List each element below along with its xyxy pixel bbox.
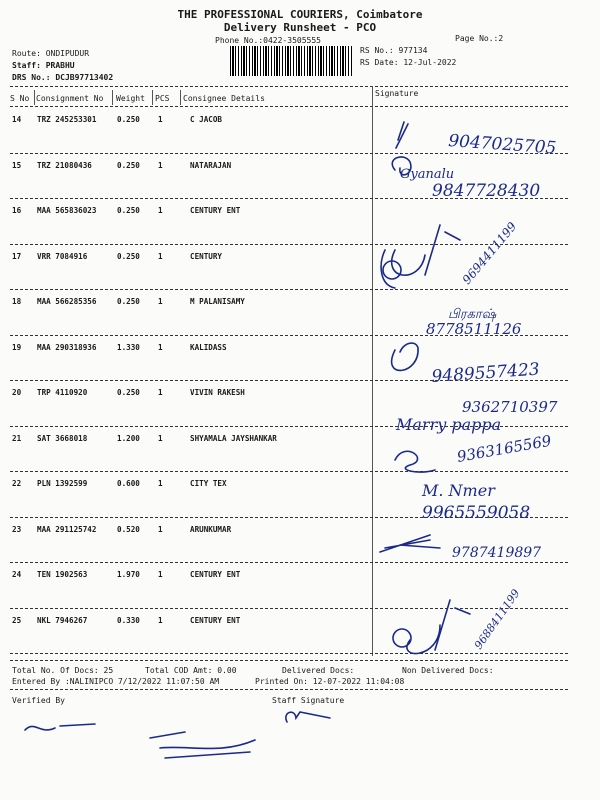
cell-sno: 16 (12, 206, 22, 215)
entered-by: Entered By :NALINIPCO 7/12/2022 11:07:50 AM (12, 677, 220, 686)
footer-divider (10, 660, 568, 661)
cell-weight: 0.250 (117, 251, 140, 261)
cell-consignee: C JACOB (190, 115, 223, 124)
cell-weight: 0.250 (117, 206, 140, 215)
table-row (0, 472, 600, 518)
handwritten-phone: 9362710397 (462, 398, 558, 416)
cell-sno: 17 (12, 251, 22, 261)
cell-weight: 1.330 (117, 342, 140, 352)
col-sep (152, 90, 153, 105)
cell-consignment: MAA 565836023 (37, 206, 97, 215)
cell-weight: 0.250 (117, 115, 140, 124)
table-row (0, 154, 600, 200)
cell-sno: 19 (12, 342, 22, 352)
cell-sno: 18 (12, 297, 22, 306)
cell-consignment: SAT 3668018 (37, 433, 88, 443)
cell-consignee: CENTURY ENT (190, 206, 241, 215)
verified-by-signature (150, 732, 255, 758)
cell-weight: 0.250 (117, 388, 140, 397)
cell-sno: 15 (12, 160, 22, 170)
cell-weight: 0.250 (117, 160, 140, 170)
document-title: Delivery Runsheet - PCO (223, 21, 377, 34)
cell-consignment: TRZ 21080436 (37, 160, 92, 170)
cell-sno: 21 (12, 433, 22, 443)
company-name: THE PROFESSIONAL COURIERS, Coimbatore (177, 8, 423, 21)
table-row (0, 381, 600, 427)
cell-pcs: 1 (158, 615, 163, 625)
col-header-pcs: PCS (155, 94, 170, 103)
table-row (0, 336, 600, 382)
handwritten-phone: 9363165569 (455, 431, 553, 466)
cell-consignee: M PALANISAMY (190, 297, 245, 306)
handwritten-phone: 9787419897 (452, 545, 542, 561)
row-divider (10, 653, 568, 654)
cell-weight: 0.250 (117, 297, 140, 306)
total-cod: Total COD Amt: 0.00 (145, 666, 237, 675)
cell-sno: 22 (12, 479, 22, 488)
verified-by-signature (25, 724, 95, 730)
cell-consignment: MAA 290318936 (37, 342, 97, 352)
cell-consignment: MAA 291125742 (37, 524, 97, 534)
footer-bottom-divider (10, 689, 568, 690)
cell-consignment: TRZ 245253301 (37, 115, 97, 124)
cell-consignee: CENTURY ENT (190, 570, 241, 579)
table-row (0, 563, 600, 609)
cell-consignee: VIVIN RAKESH (190, 388, 245, 397)
handwritten-name: M. Nmer (422, 481, 495, 500)
route: Route: ONDIPUDUR (12, 49, 90, 58)
cell-weight: 0.600 (117, 479, 140, 488)
header-top-divider (10, 86, 568, 87)
cell-pcs: 1 (158, 570, 163, 579)
table-row (0, 290, 600, 336)
table-row (0, 518, 600, 564)
handwritten-phone: 9489557423 (430, 359, 541, 387)
cell-consignee: SHYAMALA JAYSHANKAR (190, 433, 277, 443)
cell-pcs: 1 (158, 160, 163, 170)
cell-consignee: CENTURY ENT (190, 615, 241, 625)
cell-sno: 24 (12, 570, 22, 579)
cell-consignment: PLN 1392599 (37, 479, 88, 488)
cell-consignment: TRP 4110920 (37, 388, 88, 397)
cell-pcs: 1 (158, 388, 163, 397)
cell-pcs: 1 (158, 342, 163, 352)
cell-weight: 0.520 (117, 524, 140, 534)
handwritten-name: Marry pappa (396, 415, 502, 434)
rs-date: RS Date: 12-Jul-2022 (360, 58, 457, 67)
table-row (0, 427, 600, 473)
cell-consignment: MAA 566285356 (37, 297, 97, 306)
cell-weight: 1.970 (117, 570, 140, 579)
cell-pcs: 1 (158, 524, 163, 534)
delivered-docs: Delivered Docs: (282, 666, 355, 675)
table-row (0, 609, 600, 655)
col-header-sno: S No (10, 94, 30, 103)
cell-consignee: CENTURY (190, 251, 223, 261)
cell-consignee: CITY TEX (190, 479, 227, 488)
col-sep (112, 90, 113, 105)
printed-on: Printed On: 12-07-2022 11:04:08 (255, 677, 405, 686)
cell-sno: 25 (12, 615, 22, 625)
cell-weight: 0.330 (117, 615, 140, 625)
drs-number: DRS No.: DCJB97713402 (12, 73, 114, 82)
cell-pcs: 1 (158, 479, 163, 488)
cell-sno: 14 (12, 115, 22, 124)
col-sep (180, 90, 181, 105)
cell-pcs: 1 (158, 251, 163, 261)
non-delivered-docs: Non Delivered Docs: (402, 666, 494, 675)
total-docs: Total No. Of Docs: 25 (12, 666, 114, 675)
cell-pcs: 1 (158, 206, 163, 215)
staff-name: Staff: PRABHU (12, 61, 75, 70)
col-sep (34, 90, 35, 105)
handwritten-name: Gyanalu (400, 167, 455, 182)
barcode (230, 46, 352, 76)
handwritten-phone: 9965559058 (422, 503, 531, 523)
cell-sno: 23 (12, 524, 22, 534)
col-header-consignment: Consignment No (36, 94, 104, 103)
cell-pcs: 1 (158, 115, 163, 124)
cell-consignment: NKL 7946267 (37, 615, 88, 625)
cell-consignment: VRR 7084916 (37, 251, 88, 261)
cell-consignee: NATARAJAN (190, 160, 232, 170)
cell-pcs: 1 (158, 433, 163, 443)
cell-consignment: TEN 1902563 (37, 570, 88, 579)
cell-sno: 20 (12, 388, 22, 397)
col-header-weight: Weight (116, 94, 145, 103)
page-number: Page No.:2 (455, 34, 504, 43)
handwritten-phone: 9694411199 (459, 219, 520, 287)
phone-number: Phone No.:0422-3505555 (215, 36, 321, 45)
table-row (0, 199, 600, 245)
handwritten-phone: 9688411199 (471, 586, 523, 652)
staff-signature-label: Staff Signature (272, 696, 345, 705)
rs-number: RS No.: 977134 (360, 46, 428, 55)
col-header-consignee: Consignee Details (183, 94, 265, 103)
handwritten-phone: 9047025705 (447, 131, 557, 159)
col-header-signature: Signature (375, 89, 419, 98)
header-bottom-divider (10, 106, 568, 107)
handwritten-name: பிரகாஷ் (448, 307, 497, 322)
handwritten-phone: 9847728430 (432, 181, 541, 201)
cell-consignee: ARUNKUMAR (190, 524, 232, 534)
table-row (0, 245, 600, 291)
cell-pcs: 1 (158, 297, 163, 306)
table-row (0, 108, 600, 154)
cell-weight: 1.200 (117, 433, 140, 443)
staff-signature-mark (286, 712, 330, 722)
cell-consignee: KALIDASS (190, 342, 227, 352)
verified-by-label: Verified By (12, 696, 65, 705)
handwritten-phone: 8778511126 (426, 320, 522, 338)
